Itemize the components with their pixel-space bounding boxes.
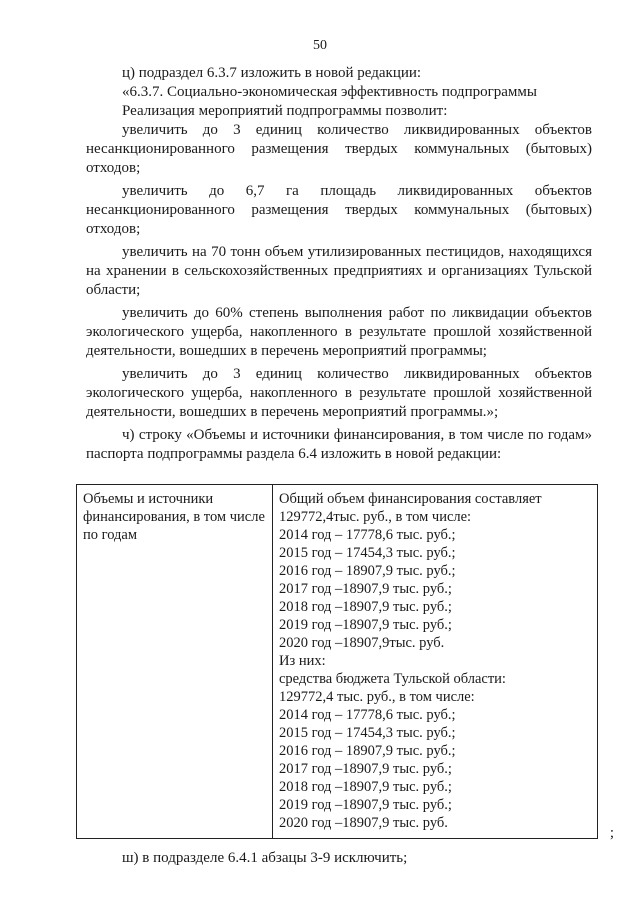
financing-line: 2015 год – 17454,3 тыс. руб.; [279,545,456,561]
paragraph-intro: Реализация мероприятий подпрограммы позволит: [122,103,448,119]
section-heading: «6.3.7. Социально-экономическая эффективность подпрограммы [122,84,537,100]
financing-table-wrapper [76,484,614,841]
paragraph-goal-2: увеличить до 6,7 га площадь ликвидированных объектов несанкционированного размещения твердых коммунальных (бытовых) отходов; [86,183,592,237]
page-number: 50 [313,38,327,53]
paragraph-goal-5: увеличить до 3 единиц количество ликвидированных объектов экологического ущерба, накопленного в результате прошлой хозяйственной деятельности, вошедших в перечень мероприятий программы.»; [86,366,592,420]
paragraph-goal-4: увеличить до 60% степень выполнения работ по ликвидации объектов экологического ущерба, накопленного в результате прошлой хозяйственной деятельности, вошедших в перечень мероприятий программы; [86,305,592,359]
financing-line: 2019 год –18907,9 тыс. руб.; [279,617,452,633]
financing-line: 2018 год –18907,9 тыс. руб.; [279,779,452,795]
table-trailing-semicolon: ; [609,825,614,841]
table-row [77,485,598,839]
financing-line: 2014 год – 17778,6 тыс. руб.; [279,527,456,543]
paragraph-item-sh: ш) в подразделе 6.4.1 абзацы 3-9 исключить; [122,850,408,866]
financing-line: 2016 год – 18907,9 тыс. руб.; [279,563,456,579]
financing-line: 2015 год – 17454,3 тыс. руб.; [279,725,456,741]
financing-line: 2018 год –18907,9 тыс. руб.; [279,599,452,615]
table-cell-label: Объемы и источники финансирования, в том числе по годам [77,485,273,839]
paragraph-goal-3: увеличить на 70 тонн объем утилизированных пестицидов, находящихся на хранении в сельскохозяйственных предприятиях и организациях Тульской области; [86,244,592,298]
financing-table [76,484,598,839]
paragraph-item-ts: ц) подраздел 6.3.7 изложить в новой редакции: [122,65,422,81]
financing-line: 2020 год –18907,9тыс. руб. [279,635,445,651]
paragraph-goal-1: увеличить до 3 единиц количество ликвидированных объектов несанкционированного размещения твердых коммунальных (бытовых) отходов; [86,122,592,176]
table-cell-values [273,485,598,839]
financing-line: 2019 год –18907,9 тыс. руб.; [279,797,452,813]
financing-line: 2016 год – 18907,9 тыс. руб.; [279,743,456,759]
financing-line: 129772,4тыс. руб., в том числе: [279,509,472,525]
financing-line: 2020 год –18907,9 тыс. руб. [279,815,448,831]
paragraph-item-ch: ч) строку «Объемы и источники финансирования, в том числе по годам» паспорта подпрограммы раздела 6.4 изложить в новой редакции: [86,427,592,462]
financing-line: 2014 год – 17778,6 тыс. руб.; [279,707,456,723]
financing-line: 2017 год –18907,9 тыс. руб.; [279,581,452,597]
document-body [83,64,614,868]
financing-line: 2017 год –18907,9 тыс. руб.; [279,761,452,777]
financing-line: 129772,4 тыс. руб., в том числе: [279,689,475,705]
financing-line: Из них: [279,653,326,669]
financing-line: средства бюджета Тульской области: [279,671,506,687]
financing-line: Общий объем финансирования составляет [279,491,542,507]
